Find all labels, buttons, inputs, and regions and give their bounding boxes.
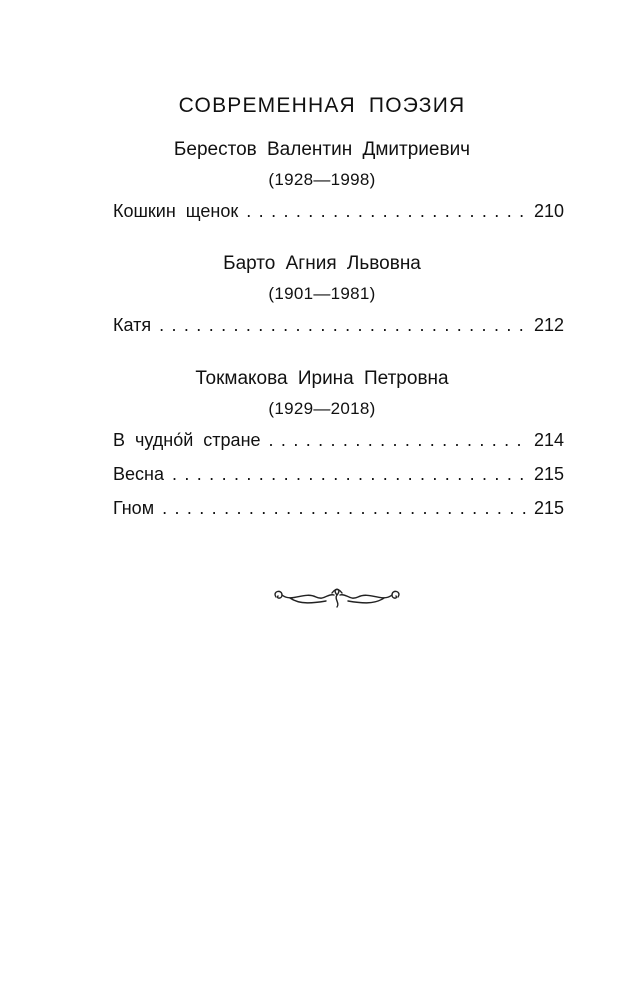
- author-years: (1928—1998): [268, 170, 376, 189]
- toc-entry[interactable]: [113, 430, 564, 454]
- toc-entry-title: Гном: [113, 498, 155, 518]
- toc-entry-page: 215: [533, 498, 564, 518]
- toc-entry-title: Весна: [113, 464, 164, 484]
- toc-entry-page: 215: [533, 464, 564, 484]
- toc-entry[interactable]: [113, 464, 564, 488]
- toc-entry-page: 210: [533, 201, 564, 221]
- author-name: Токмакова Ирина Петровна: [195, 368, 449, 389]
- dot-leader: [162, 498, 528, 519]
- author-name: Барто Агния Львовна: [223, 253, 421, 274]
- dot-leader: [159, 315, 528, 336]
- toc-entry[interactable]: [113, 498, 564, 522]
- toc-entry[interactable]: [113, 315, 564, 339]
- toc-entry[interactable]: [113, 201, 564, 225]
- author-name: Берестов Валентин Дмитриевич: [173, 139, 471, 160]
- toc-entry-page: 212: [533, 315, 564, 335]
- flourish-divider-icon: [270, 583, 404, 611]
- author-years: (1901—1981): [268, 284, 376, 303]
- dot-leader: [172, 464, 528, 485]
- toc-entry-title: Кошкин щенок: [113, 201, 239, 221]
- section-title: СОВРЕМЕННАЯ ПОЭЗИЯ: [178, 94, 466, 117]
- author-years: (1929—2018): [268, 399, 376, 418]
- toc-entry-page: 214: [533, 430, 564, 450]
- dot-leader: [269, 430, 528, 451]
- toc-entry-title: В чудно́й стране: [113, 430, 261, 450]
- dot-leader: [246, 201, 528, 222]
- toc-entry-title: Катя: [113, 315, 152, 335]
